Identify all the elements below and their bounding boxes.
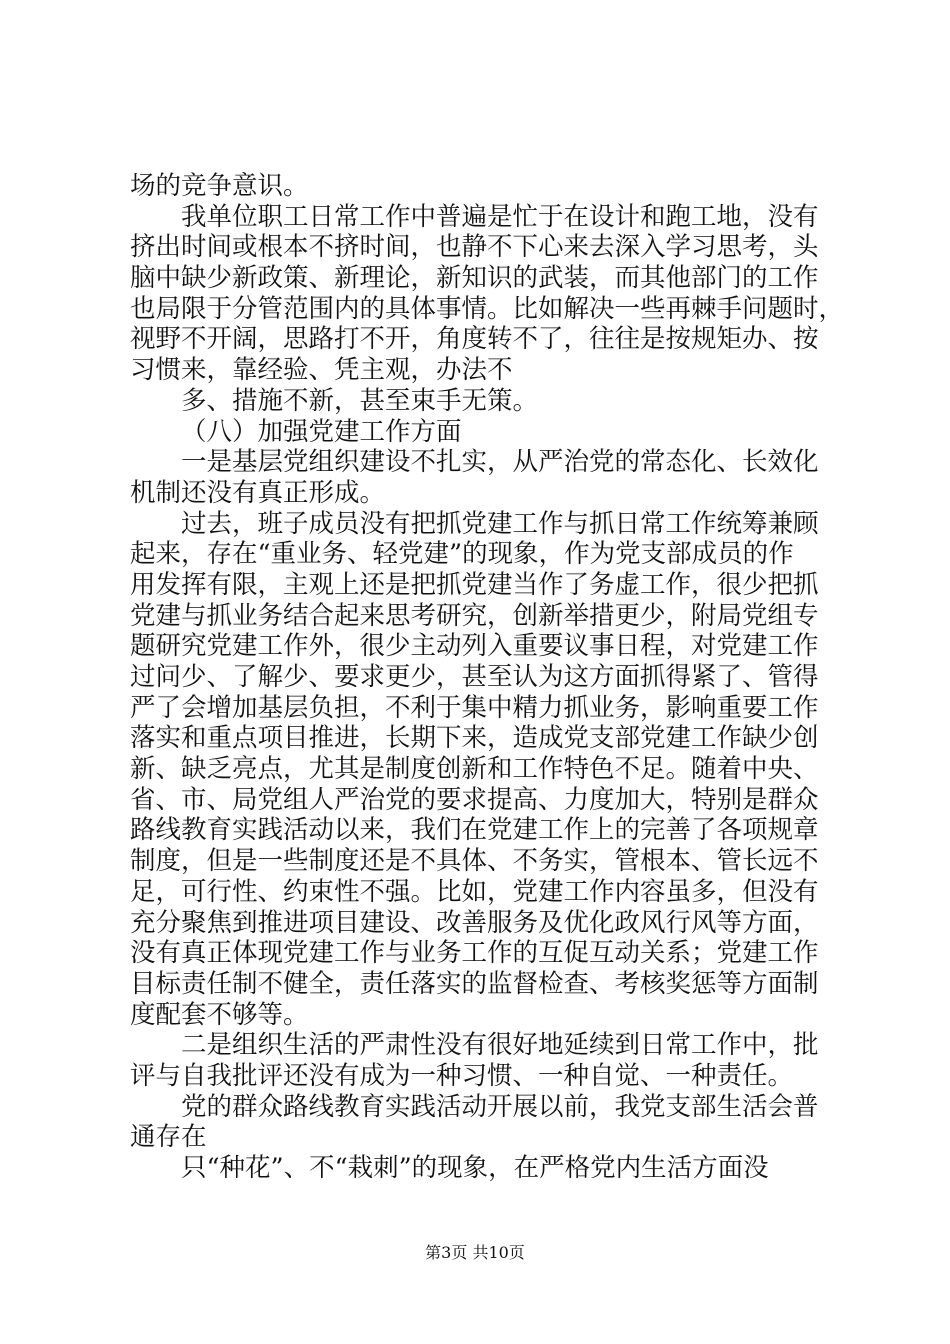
- text-line: 评与自我批评还没有成为一种习惯、一种自觉、一种责任。: [130, 1060, 794, 1091]
- text-line: 过去，班子成员没有把抓党建工作与抓日常工作统筹兼顾: [181, 508, 819, 539]
- document-body: [130, 171, 845, 1184]
- text-line: 场的竞争意识。: [130, 171, 309, 201]
- text-line: 省、市、局党组人严治党的要求提高、力度加大，特别是群众: [130, 784, 819, 815]
- text-line: 制度，但是一些制度还是不具体、不务实，管根本、管长远不: [130, 846, 819, 877]
- text-line: 也局限于分管范围内的具体事情。比如解决一些再棘手问题时，: [130, 293, 845, 324]
- text-line: 新、缺乏亮点，尤其是制度创新和工作特色不足。随着中央、: [130, 754, 819, 785]
- text-line: 度配套不够等。: [130, 999, 309, 1030]
- text-line: 党建与抓业务结合起来思考研究，创新举措更少，附局党组专: [130, 600, 819, 631]
- text-line: 用发挥有限，主观上还是把抓党建当作了务虚工作，很少把抓: [130, 569, 819, 600]
- text-line: 机制还没有真正形成。: [130, 477, 386, 508]
- text-line: 一是基层党组织建设不扎实，从严治党的常态化、长效化: [181, 447, 819, 478]
- text-line: 通存在: [130, 1122, 207, 1153]
- text-line: 起来，存在“重业务、轻党建”的现象，作为党支部成员的作: [130, 539, 794, 570]
- text-line: 党的群众路线教育实践活动开展以前，我党支部生活会普: [181, 1091, 819, 1122]
- text-line: （八）加强党建工作方面: [181, 416, 462, 447]
- text-line: 挤出时间或根本不挤时间，也静不下心来去深入学习思考，头: [130, 232, 819, 263]
- text-line: 严了会增加基层负担，不利于集中精力抓业务，影响重要工作: [130, 692, 819, 723]
- text-line: 目标责任制不健全，责任落实的监督检查、考核奖惩等方面制: [130, 968, 819, 999]
- text-line: 题研究党建工作外，很少主动列入重要议事日程，对党建工作: [130, 631, 819, 662]
- text-line: 足，可行性、约束性不强。比如，党建工作内容虽多，但没有: [130, 876, 819, 907]
- text-line: 习惯来，靠经验、凭主观，办法不: [130, 355, 513, 386]
- text-line: 多、措施不新，甚至束手无策。: [181, 385, 539, 416]
- page-footer: 第3页 共10页: [425, 1243, 525, 1262]
- text-line: 只“种花”、不“栽刺”的现象，在严格党内生活方面没: [181, 1153, 769, 1183]
- text-line: 视野不开阔，思路打不开，角度转不了，往往是按规矩办、按: [130, 324, 819, 355]
- text-line: 脑中缺少新政策、新理论，新知识的武装，而其他部门的工作: [130, 263, 819, 294]
- text-line: 二是组织生活的严肃性没有很好地延续到日常工作中，批: [181, 1030, 819, 1061]
- text-line: 落实和重点项目推进，长期下来，造成党支部党建工作缺少创: [130, 723, 819, 754]
- text-line: 路线教育实践活动以来，我们在党建工作上的完善了各项规章: [130, 815, 819, 846]
- text-line: 过问少、了解少、要求更少，甚至认为这方面抓得紧了、管得: [130, 662, 819, 692]
- text-line: 没有真正体现党建工作与业务工作的互促互动关系；党建工作: [130, 938, 819, 969]
- text-line: 我单位职工日常工作中普遍是忙于在设计和跑工地，没有: [181, 201, 819, 232]
- text-line: 充分聚焦到推进项目建设、改善服务及优化政风行风等方面，: [130, 907, 819, 938]
